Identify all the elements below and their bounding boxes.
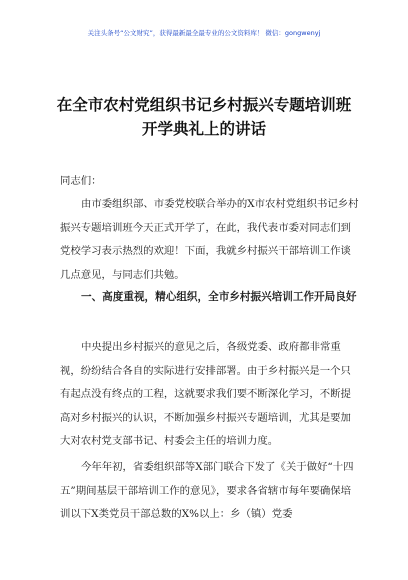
header-note: 关注头条号“公文财究”，获得最新最全最专业的公文资料库！ 微信：gongwenyj: [87, 29, 321, 37]
paragraph: 由市委组织部、市委党校联合举办的X市农村党组织书记乡村振兴专题培训班今天正式开学了，在此，我代表市委对同志们到党校学习表示热烈的欢迎！下面，我就乡村振兴干部培训工作谈几点意见，与同志们共勉。: [60, 198, 359, 281]
paragraph: 今年年初，省委组织部等X部门联合下发了《关于做好“十四五”期间基层干部培训工作的意见》，要求各省辖市每年要确保培训以下X类党员干部总数的X%以上：乡（镇）党委: [60, 461, 354, 520]
paragraph: 中央提出乡村振兴的意见之后，各级党委、政府都非常重视，纷纷结合各自的实际进行安排部署。由于乡村振兴是一个只有起点没有终点的工程，这就要求我们要不断深化学习，不断提高对乡村振兴的认识，不断加强乡村振兴专题培训，尤其是要加大对农村党支部书记、村委会主任的培训力度。: [60, 341, 351, 447]
greeting: 同志们：: [60, 175, 102, 187]
document-title: 在全市农村党组织书记乡村振兴专题培训班开学典礼上的讲话: [56, 95, 352, 138]
section-heading: 一、高度重视，精心组织，全市乡村振兴培训工作开局良好: [81, 291, 357, 303]
